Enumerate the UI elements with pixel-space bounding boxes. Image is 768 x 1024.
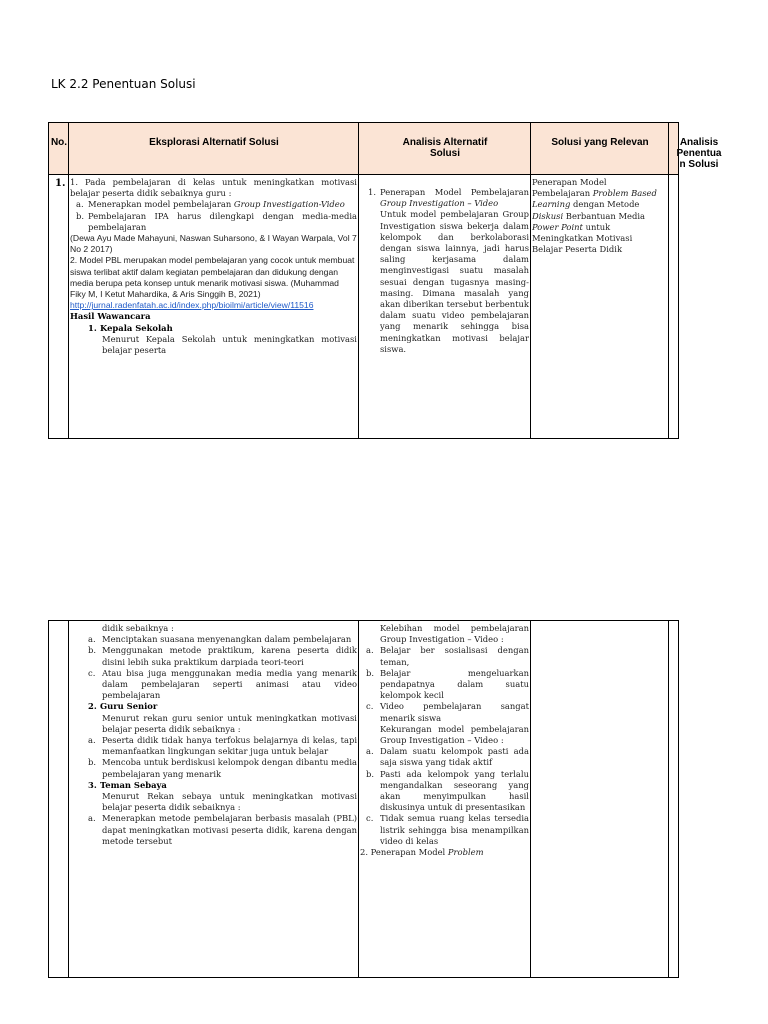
solusi-line-2-italic: Problem Based <box>592 188 657 199</box>
marker-3: 3. <box>88 779 97 790</box>
solusi-line-4-italic: Diskusi <box>532 210 564 221</box>
kekurangan-item-c-text: Tidak semua ruang kelas tersedia listrik sehingga bisa menampilkan video di kelas <box>380 813 529 846</box>
marker-b: b. <box>88 645 97 656</box>
eksplorasi-point-2: 2. Model PBL merupakan model pembelajaran yang cocok untuk membuat siswa terlibat aktif dalam kegiatan pembelajaran dan didukung dengan media berupa peta konsep untuk menarik motivasi siswa. (Muhammad Fiky M, I Ketut Mahardika, & Aris Singgih B, 2021) <box>70 255 355 300</box>
kelebihan-item-a-text: Belajar ber sosialisasi dengan teman, <box>380 645 529 667</box>
marker-1: 1. <box>88 322 97 333</box>
guru-item-a-text: Peserta didik tidak hanya terfokus belajarnya di kelas, tapi memanfaatkan lingkungan sekitar juga untuk belajar <box>102 735 357 757</box>
header-eksplorasi: Eksplorasi Alternatif Solusi <box>149 137 279 148</box>
header-analisis-alternatif-1: Analisis Alternatif <box>402 137 488 148</box>
solution-table-part-2 <box>48 620 679 978</box>
solusi-relevan-cell <box>532 177 668 277</box>
analisis-cell-continued <box>360 623 529 977</box>
kepala-item-c <box>70 668 357 702</box>
solusi-line-4-text: Berbantuan Media <box>563 210 646 221</box>
kekurangan-item-c <box>360 813 529 847</box>
kepala-item-a-text: Menciptakan suasana menyenangkan dalam pembelajaran <box>102 634 352 645</box>
continued-text: didik sebaiknya : <box>102 623 174 633</box>
kekurangan-item-b-text: Pasti ada kelompok yang terlalu mengandalkan seseorang yang akan menyimpulkan hasil diskusinya untuk di presentasikan <box>380 768 529 813</box>
marker-a: a. <box>88 813 96 824</box>
solusi-line-7: Belajar Peserta Didik <box>532 244 623 255</box>
marker-a: a. <box>366 645 374 656</box>
solusi-line-5-italic: Power Point <box>532 221 583 232</box>
analisis-point-2-italic: Problem <box>447 847 484 858</box>
kepala-item-b <box>70 645 357 667</box>
teman-item-a <box>70 813 357 847</box>
solusi-line-3 <box>532 199 668 210</box>
kepala-sekolah-text: Menurut Kepala Sekolah untuk meningkatkan motivasi belajar peserta <box>102 333 357 356</box>
solusi-line-3-italic: Learning <box>532 199 571 210</box>
analisis-text: Untuk model pembelajaran Group Investigation siswa bekerja dalam kelompok dan berkolaborasi dengan siswa lainnya, jadi harus saling kerjasama dalam menginvestigasi suatu masalah sesuai dengan tugasnya masing-masing. Dimana masalah yang akan diberikan tersebut berbentuk dalam suatu video pembelajaran yang menarik sehingga bisa meningkatkan motivasi belajar siswa. <box>380 209 529 354</box>
item-a-italic: Group Investigation-Video <box>233 199 345 210</box>
marker-1: 1. <box>368 187 376 197</box>
marker-a: a. <box>88 735 96 746</box>
eksplorasi-cell <box>70 177 357 437</box>
teman-sebaya-text: Menurut Rekan sebaya untuk meningkatkan motivasi belajar peserta didik sebaiknya : <box>102 791 357 813</box>
marker-b: b. <box>366 768 375 779</box>
guru-senior-heading <box>70 701 357 712</box>
kepala-sekolah-title: Kepala Sekolah <box>100 322 173 333</box>
eksplorasi-cell-continued <box>70 623 357 977</box>
col-no <box>49 123 69 438</box>
kelebihan-item-b-text: Belajar mengeluarkan pendapatnya dalam suatu kelompok kecil <box>380 667 529 701</box>
solusi-line-5 <box>532 222 668 233</box>
guru-item-b-text: Mencoba untuk berdiskusi kelompok dengan dibantu media pembelajaran yang menarik <box>102 757 357 779</box>
kekurangan-item-a-text: Dalam suatu kelompok pasti ada saja siswa yang tidak aktif <box>380 746 529 768</box>
kekurangan-item-b <box>360 769 529 814</box>
marker-c: c. <box>366 701 374 712</box>
col-solusi-relevan <box>531 621 669 977</box>
analisis-point-2 <box>360 847 529 858</box>
teman-sebaya-heading <box>70 780 357 791</box>
analisis-point-1-italic: Group Investigation – Video <box>380 198 499 209</box>
eksplorasi-point-1: 1. Pada pembelajaran di kelas untuk meningkatkan motivasi belajar peserta didik sebaiknya guru : <box>70 177 357 199</box>
teman-item-a-text: Menerapkan metode pembelajaran berbasis masalah (PBL) dapat meningkatkan motivasi peserta didik, karena dengan metode tersebut <box>102 813 357 846</box>
marker-a: a. <box>366 746 374 757</box>
solusi-line-6: Meningkatkan Motivasi <box>532 233 633 244</box>
eksplorasi-item-b <box>70 211 357 233</box>
header-solusi-relevan: Solusi yang Relevan <box>551 137 649 148</box>
kepala-item-b-text: Menggunakan metode praktikum, karena peserta didik disini lebih suka praktikum darpiada teori-teori <box>102 645 357 667</box>
solusi-line-2 <box>532 188 668 199</box>
kepala-sekolah-heading <box>70 323 357 334</box>
solusi-line-2-text: Pembelajaran <box>532 188 593 199</box>
solusi-line-3-text: dengan Metode <box>570 199 640 210</box>
page-title: LK 2.2 Penentuan Solusi <box>51 77 196 91</box>
marker-b: b. <box>76 210 85 221</box>
kepala-item-a <box>70 634 357 645</box>
guru-senior-title: Guru Senior <box>100 701 158 712</box>
marker-2: 2. <box>88 701 97 712</box>
header-penentuan-3: n Solusi <box>679 159 719 170</box>
eksplorasi-item-a <box>70 199 357 210</box>
header-no: No. <box>50 137 68 148</box>
kelebihan-item-c-text: Video pembelajaran sangat menarik siswa <box>380 701 529 723</box>
kekurangan-item-a <box>360 746 529 768</box>
header-penentuan-1: Analisis <box>679 137 719 148</box>
reference-1: (Dewa Ayu Made Mahayuni, Naswan Suharsono, & I Wayan Warpala, Vol 7 No 2 2017) <box>70 233 357 255</box>
teman-sebaya-title: Teman Sebaya <box>100 779 167 790</box>
analisis-point-1 <box>360 187 529 209</box>
marker-c: c. <box>88 667 96 678</box>
col-solusi-relevan <box>531 123 669 438</box>
row-number: 1. <box>55 178 66 189</box>
header-analisis-alternatif-2: Solusi <box>429 148 460 159</box>
marker-a: a. <box>88 634 96 645</box>
header-penentuan-2: Penentua <box>676 148 722 159</box>
kepala-item-c-text: Atau bisa juga menggunakan media media yang menarik dalam pembelajaran seperti animasi atau video pembelajaran <box>102 667 357 701</box>
col-no <box>49 621 69 977</box>
guru-item-a <box>70 735 357 757</box>
solution-table-part-1 <box>48 122 722 439</box>
analisis-cell <box>360 187 529 437</box>
guru-senior-text: Menurut rekan guru senior untuk meningkatkan motivasi belajar peserta didik sebaiknya : <box>102 712 357 734</box>
hasil-wawancara-heading: Hasil Wawancara <box>70 311 151 322</box>
solusi-line-1: Penerapan Model <box>532 177 607 187</box>
marker-b: b. <box>88 757 97 768</box>
col-analisis-penentuan <box>669 621 680 977</box>
kelebihan-heading: Kelebihan model pembelajaran Group Investigation – Video : <box>380 623 529 645</box>
kelebihan-item-a <box>360 645 529 667</box>
kekurangan-heading: Kekurangan model pembelajaran Group Investigation – Video : <box>380 723 529 746</box>
guru-item-b <box>70 757 357 779</box>
kelebihan-item-b <box>360 668 529 702</box>
kelebihan-item-c <box>360 701 529 723</box>
analisis-point-1-text: Penerapan Model Pembelajaran <box>380 187 529 197</box>
solusi-line-5-text: untuk <box>582 221 611 232</box>
marker-b: b. <box>366 667 375 678</box>
solusi-line-4 <box>532 211 668 222</box>
analisis-point-2-text: 2. Penerapan Model <box>360 847 448 858</box>
journal-link[interactable]: http://jurnal.radenfatah.ac.id/index.php/bioilmi/article/view/11516 <box>70 300 314 311</box>
marker-a: a. <box>76 199 84 210</box>
item-b-text: Pembelajaran IPA harus dilengkapi dengan media-media pembelajaran <box>88 210 357 232</box>
marker-c: c. <box>366 813 374 824</box>
item-a-text: Menerapkan model pembelajaran <box>88 199 234 210</box>
